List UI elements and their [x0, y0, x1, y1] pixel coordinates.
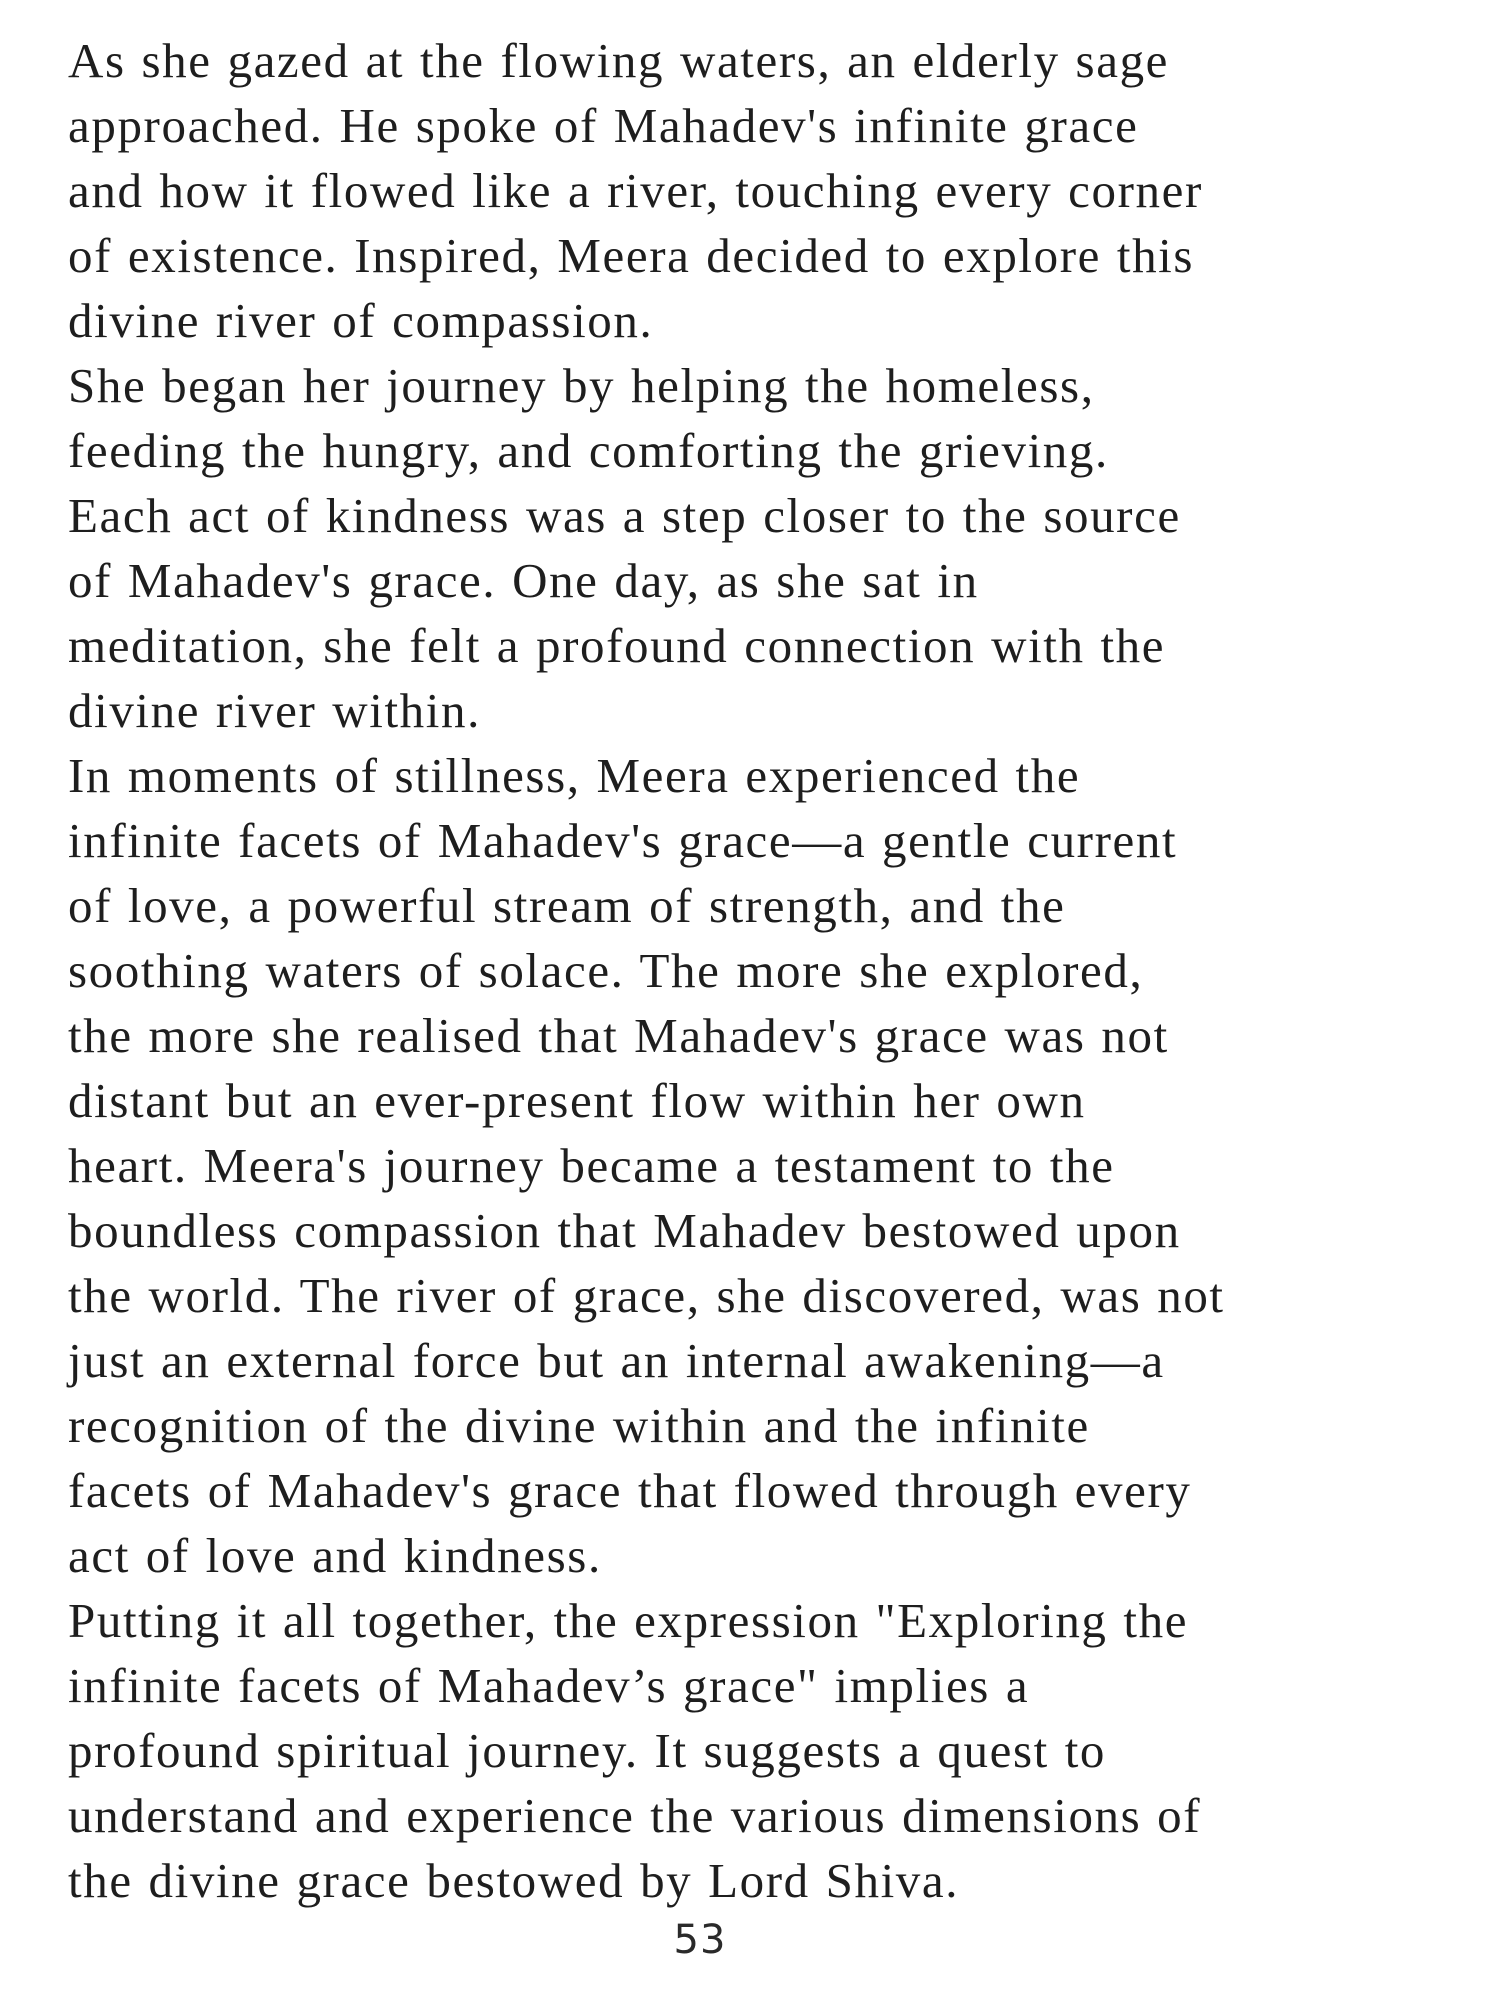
- text-line: divine river of compassion.: [68, 293, 654, 348]
- text-line: Putting it all together, the expression "Exploring the: [68, 1593, 1189, 1648]
- text-line: soothing waters of solace. The more she explored,: [68, 943, 1144, 998]
- text-line: As she gazed at the flowing waters, an elderly sage: [68, 33, 1170, 88]
- text-line: and how it flowed like a river, touching every corner: [68, 163, 1203, 218]
- text-line: the more she realised that Mahadev's grace was not: [68, 1008, 1169, 1063]
- text-line: facets of Mahadev's grace that flowed through every: [68, 1463, 1192, 1518]
- text-line: profound spiritual journey. It suggests a quest to: [68, 1723, 1107, 1778]
- text-line: approached. He spoke of Mahadev's infinite grace: [68, 98, 1139, 153]
- body-text: [68, 28, 1488, 1913]
- text-line: of Mahadev's grace. One day, as she sat in: [68, 553, 979, 608]
- text-line: Each act of kindness was a step closer to the source: [68, 488, 1181, 543]
- text-line: the world. The river of grace, she discovered, was not: [68, 1268, 1225, 1323]
- text-line: the divine grace bestowed by Lord Shiva.: [68, 1853, 960, 1908]
- text-line: In moments of stillness, Meera experienced the: [68, 748, 1081, 803]
- text-line: meditation, she felt a profound connection with the: [68, 618, 1166, 673]
- text-line: recognition of the divine within and the infinite: [68, 1398, 1090, 1453]
- text-line: infinite facets of Mahadev’s grace" implies a: [68, 1658, 1030, 1713]
- text-line: just an external force but an internal awakening—a: [68, 1333, 1165, 1388]
- text-line: of love, a powerful stream of strength, and the: [68, 878, 1066, 933]
- text-line: She began her journey by helping the homeless,: [68, 358, 1095, 413]
- text-line: understand and experience the various dimensions of: [68, 1788, 1202, 1843]
- text-line: infinite facets of Mahadev's grace—a gentle current: [68, 813, 1178, 868]
- text-line: heart. Meera's journey became a testament to the: [68, 1138, 1115, 1193]
- text-line: boundless compassion that Mahadev bestowed upon: [68, 1203, 1181, 1258]
- text-line: of existence. Inspired, Meera decided to explore this: [68, 228, 1195, 283]
- page-number: 53: [673, 1917, 727, 1963]
- text-line: distant but an ever-present flow within her own: [68, 1073, 1086, 1128]
- text-line: feeding the hungry, and comforting the grieving.: [68, 423, 1109, 478]
- text-line: divine river within.: [68, 683, 481, 738]
- text-line: act of love and kindness.: [68, 1528, 602, 1583]
